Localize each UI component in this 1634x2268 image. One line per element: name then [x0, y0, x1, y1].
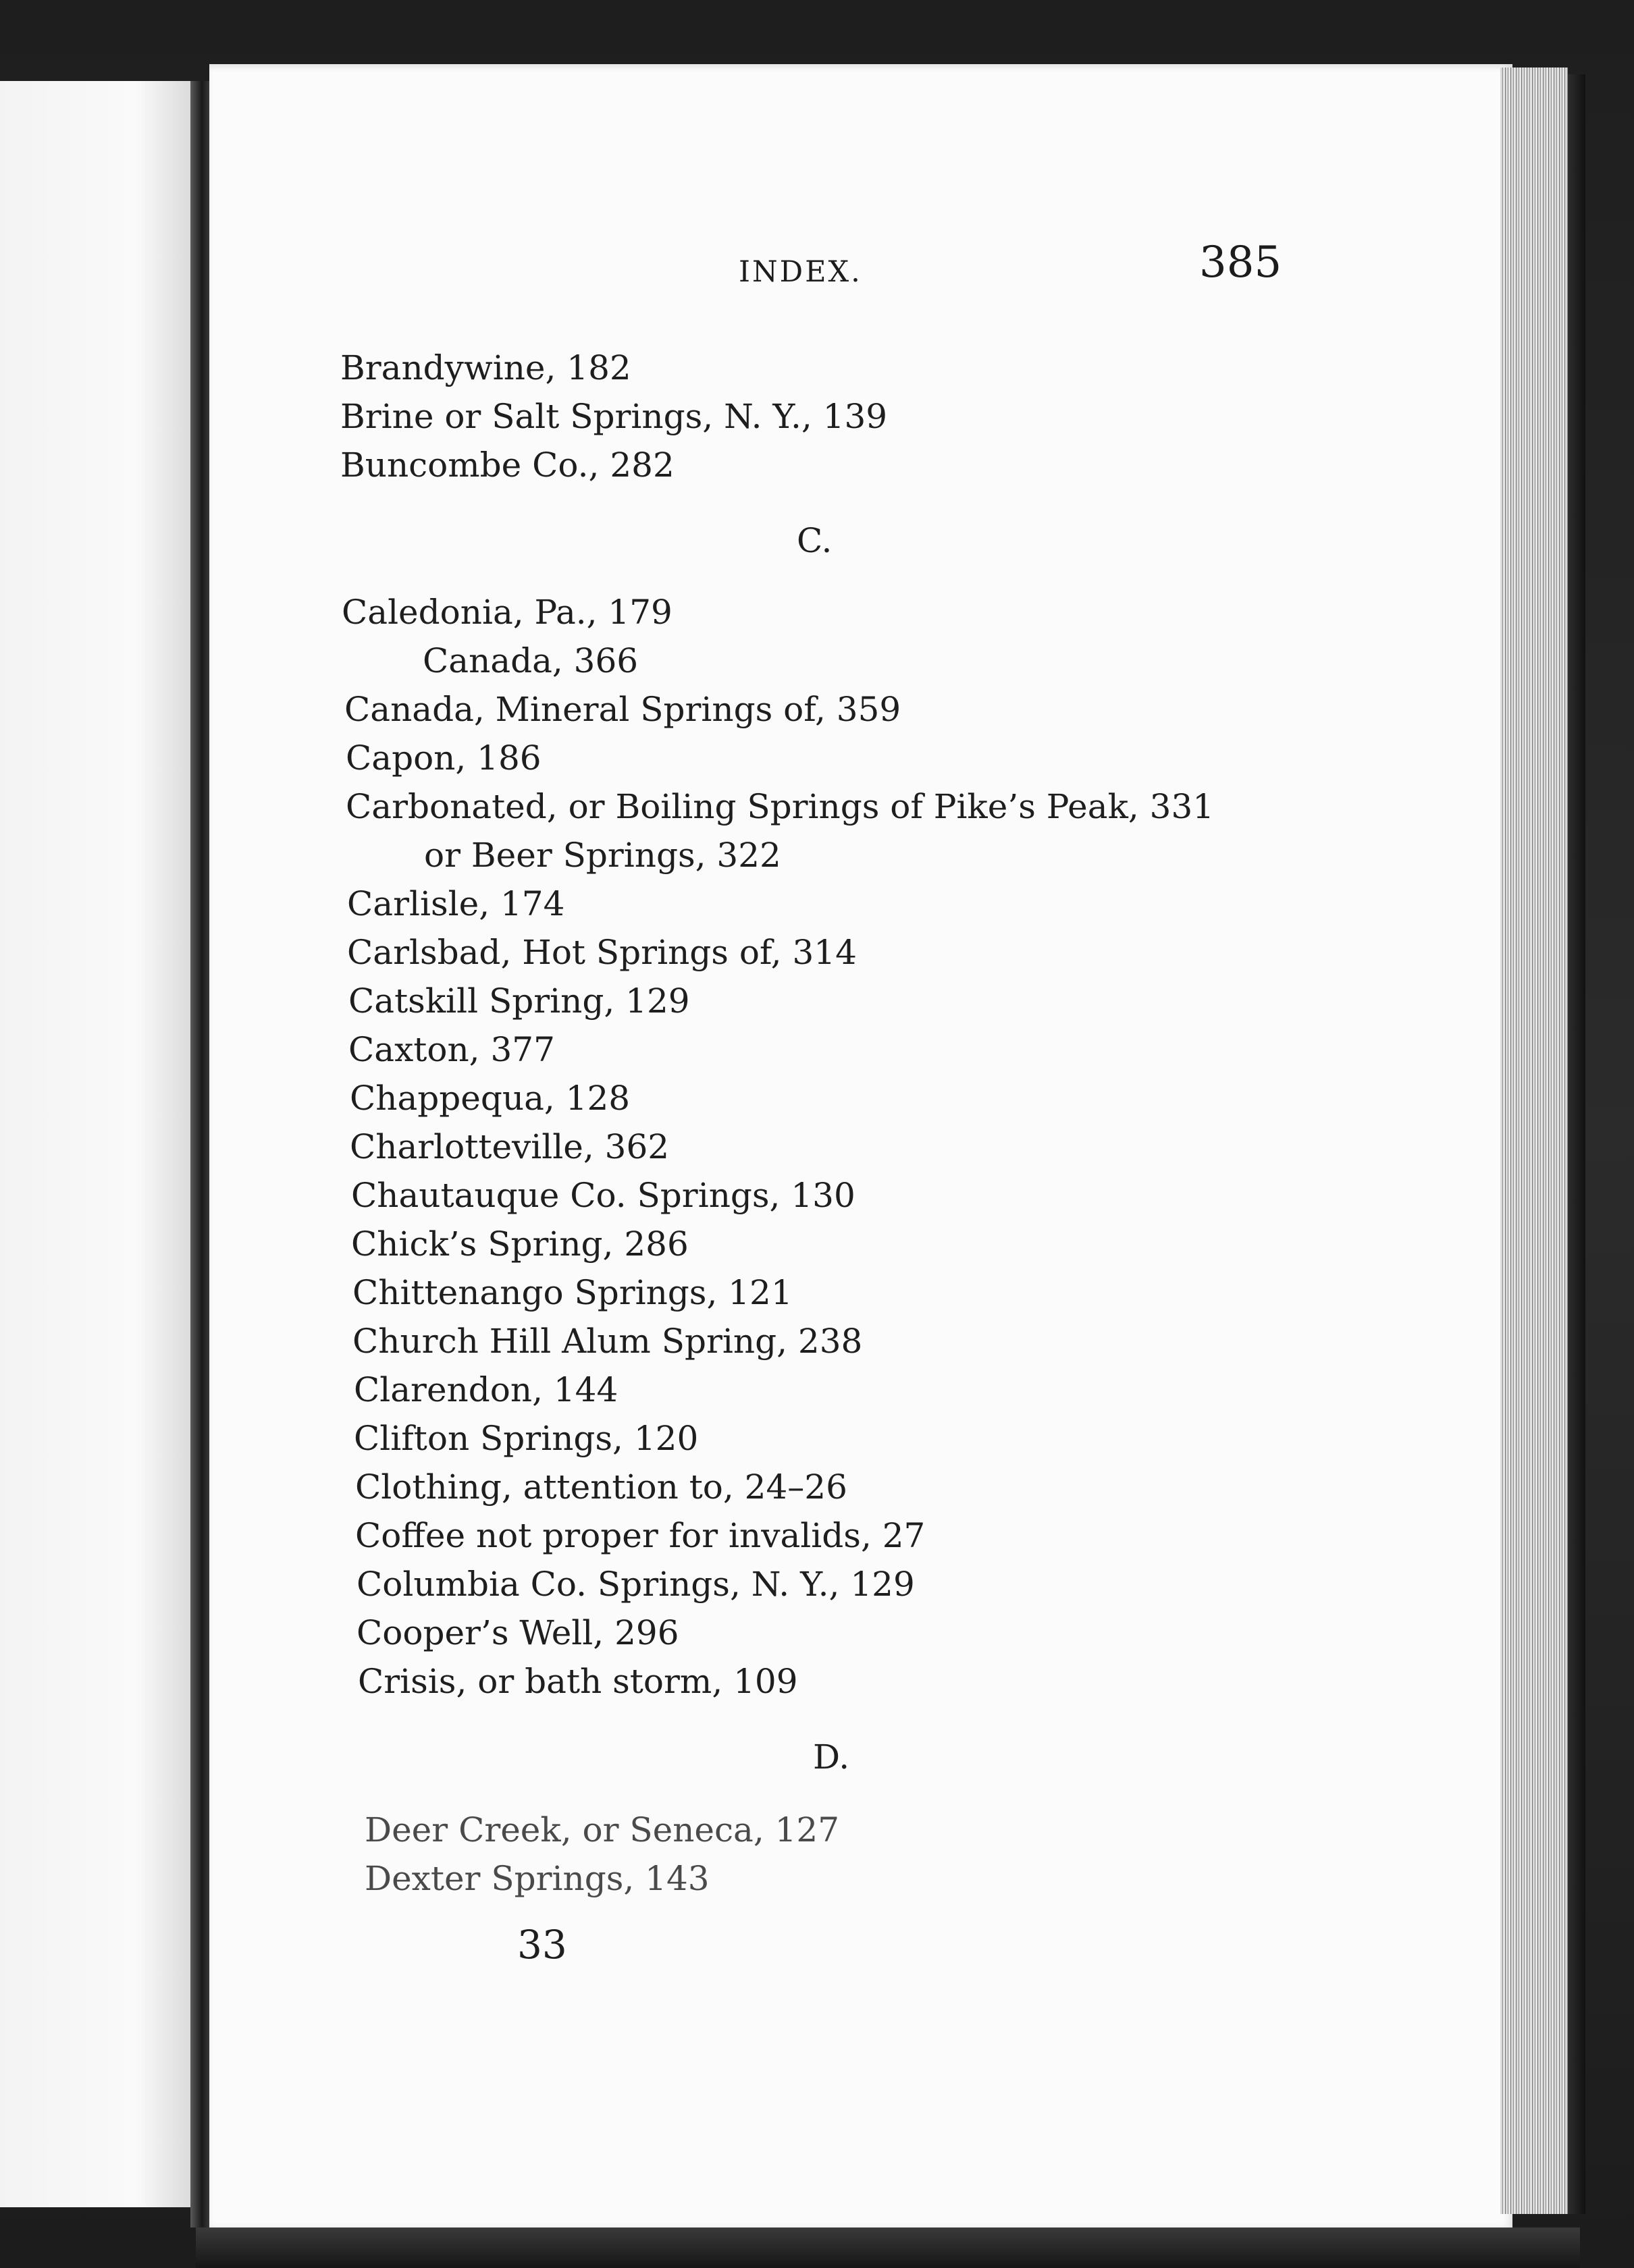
index-entry: Canada, 366 — [423, 641, 639, 680]
index-entry: Chick’s Spring, 286 — [351, 1224, 689, 1264]
page-fore-edge — [1500, 68, 1568, 2214]
page-number: 385 — [1199, 238, 1282, 288]
index-entry: Carlisle, 174 — [347, 884, 565, 923]
index-entry: Crisis, or bath storm, 109 — [358, 1662, 798, 1701]
index-entry: Clothing, attention to, 24–26 — [355, 1467, 847, 1507]
index-entry: Catskill Spring, 129 — [348, 981, 690, 1021]
index-entry: Columbia Co. Springs, N. Y., 129 — [357, 1565, 915, 1604]
index-entry: Caxton, 377 — [348, 1030, 555, 1069]
index-entry: Clifton Springs, 120 — [354, 1419, 699, 1458]
index-entry-continuation: or Beer Springs, 322 — [424, 836, 781, 875]
index-entry: Carbonated, or Boiling Springs of Pike’s Peak, 331 — [346, 787, 1215, 826]
index-entry: Cooper’s Well, 296 — [357, 1613, 679, 1652]
running-head: INDEX. — [739, 255, 862, 289]
signature-mark: 33 — [517, 1922, 567, 1968]
index-entry: Carlsbad, Hot Springs of, 314 — [347, 933, 857, 972]
bottom-shadow — [196, 2228, 1580, 2268]
index-entry: Chappequa, 128 — [350, 1079, 631, 1118]
index-entry: Canada, Mineral Springs of, 359 — [344, 690, 901, 729]
index-entry: Coffee not proper for invalids, 27 — [355, 1516, 926, 1555]
index-entry: Clarendon, 144 — [354, 1370, 618, 1409]
index-entry: Deer Creek, or Seneca, 127 — [365, 1810, 840, 1850]
index-entry: Brine or Salt Springs, N. Y., 139 — [340, 397, 888, 436]
index-entry: Brandywine, 182 — [340, 348, 631, 387]
index-entry: Church Hill Alum Spring, 238 — [352, 1322, 863, 1361]
index-entry: Dexter Springs, 143 — [365, 1859, 710, 1898]
index-entry: Charlotteville, 362 — [350, 1127, 670, 1166]
book-cover-edge — [1568, 74, 1585, 2214]
facing-page-edge — [0, 81, 194, 2207]
index-entry: Chittenango Springs, 121 — [352, 1273, 793, 1312]
section-letter-c: C. — [797, 521, 833, 560]
index-entry: Chautauque Co. Springs, 130 — [351, 1176, 855, 1215]
index-entry: Capon, 186 — [346, 738, 542, 778]
index-entry: Buncombe Co., 282 — [340, 446, 675, 485]
section-letter-d: D. — [813, 1737, 850, 1777]
index-entry: Caledonia, Pa., 179 — [342, 593, 673, 632]
